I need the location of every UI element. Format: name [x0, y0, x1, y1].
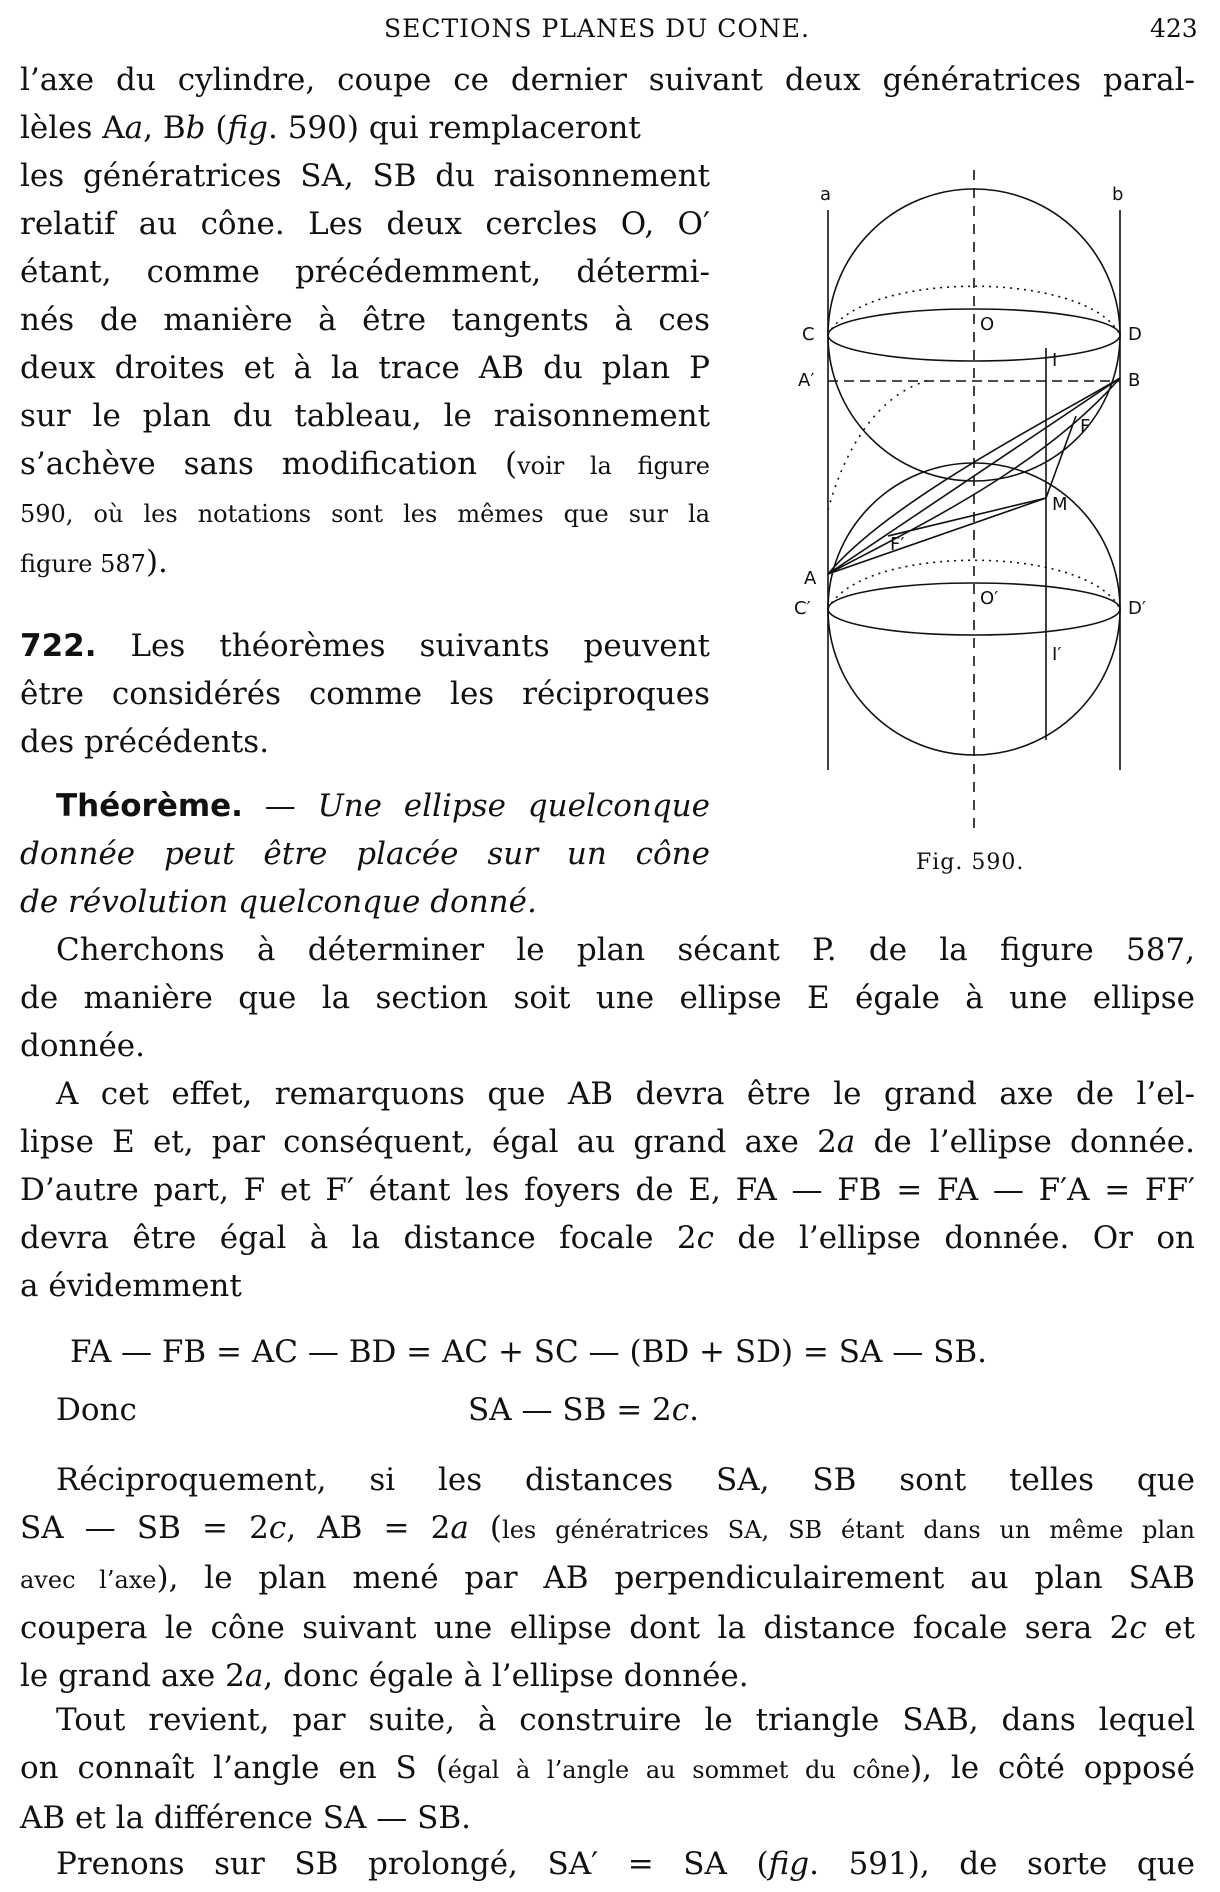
label-a: a	[820, 184, 832, 205]
figure-diagram	[790, 170, 1150, 830]
paragraph-cherchons	[20, 926, 1195, 1070]
paragraph-effet	[20, 1070, 1195, 1310]
label-Fp: F′	[890, 534, 905, 555]
page-number: 423	[1150, 14, 1198, 43]
text-line: le grand axe 2a, donc égale à l’ellipse donnée.	[20, 1658, 749, 1694]
label-Dp: D′	[1128, 598, 1146, 619]
text-line: relatif au cône. Les deux cercles O, O′	[20, 206, 710, 242]
text-line: Réciproquement, si les distances SA, SB sont telles que	[56, 1462, 1195, 1498]
label-Op: O′	[980, 588, 999, 609]
paragraph-cylinder	[20, 56, 1195, 104]
paragraph-prenons	[20, 1840, 1195, 1888]
figure-caption: Fig. 590.	[916, 850, 1025, 875]
text-line: AB et la différence SA — SB.	[20, 1800, 471, 1836]
label-b: b	[1112, 184, 1124, 205]
text-line: les génératrices SA, SB du raisonnement	[20, 158, 710, 194]
section-number: 722.	[20, 628, 97, 664]
text-line: donnée peut être placée sur un cône	[20, 836, 710, 872]
text-line: figure 587).	[20, 544, 168, 580]
label-D: D	[1128, 324, 1142, 345]
theorem	[20, 782, 710, 926]
line-F-M	[1046, 416, 1076, 498]
text-line: avec l’axe), le plan mené par AB perpendiculairement au plan SAB	[20, 1560, 1195, 1596]
paragraph-tout-revient	[20, 1696, 1195, 1842]
text-line: de manière que la section soit une ellipse E égale à une ellipse	[20, 980, 1195, 1016]
theorem-label: Théorème.	[56, 788, 243, 824]
text-line: 722. Les théorèmes suivants peuvent	[20, 628, 710, 664]
text-line: on connaît l’angle en S (égal à l’angle au sommet du cône), le côté opposé	[20, 1750, 1195, 1786]
label-O: O	[980, 314, 995, 335]
text-line: Tout revient, par suite, à construire le triangle SAB, dans lequel	[56, 1702, 1195, 1738]
text-line: s’achève sans modification (voir la figure	[20, 446, 710, 482]
text-line: SA — SB = 2c, AB = 2a (les génératrices SA, SB étant dans un même plan	[20, 1510, 1195, 1546]
text-line: donnée.	[20, 1028, 145, 1064]
equation-donc-label: Donc	[56, 1392, 137, 1428]
running-title: SECTIONS PLANES DU CONE.	[384, 14, 810, 43]
label-F: F	[1080, 416, 1091, 437]
text-line: lèles Aa, Bb (fig. 590) qui remplaceront	[20, 110, 641, 146]
text-line: deux droites et à la trace AB du plan P	[20, 350, 710, 386]
paragraph-722	[20, 622, 710, 766]
line-A-M	[828, 498, 1046, 574]
text-line: de révolution quelconque donné.	[20, 884, 537, 920]
label-Cp: C′	[794, 598, 811, 619]
paragraph-reciproquement	[20, 1456, 1195, 1700]
paragraph-cylinder-narrow	[20, 104, 710, 588]
text-line: nés de manière à être tangents à ces	[20, 302, 710, 338]
text-line: être considérés comme les réciproques	[20, 676, 710, 712]
text-line: 590, où les notations sont les mêmes que sur la	[20, 500, 710, 528]
text-line: Cherchons à déterminer le plan sécant P. de la figure 587,	[56, 932, 1195, 968]
label-C: C	[802, 324, 815, 345]
upper-dotted-arc	[828, 286, 1120, 335]
text-line: D’autre part, F et F′ étant les foyers de E, FA — FB = FA — F′A = FF′	[20, 1172, 1195, 1208]
label-A: A	[804, 568, 817, 589]
text-line: Prenons sur SB prolongé, SA′ = SA (fig. 591), de sorte que	[56, 1846, 1195, 1882]
label-Ip: I′	[1052, 644, 1062, 665]
label-M: M	[1052, 494, 1068, 515]
label-I: I	[1052, 350, 1058, 371]
text-line: Théorème. — Une ellipse quelconque	[56, 788, 710, 824]
text-line: l’axe du cylindre, coupe ce dernier suivant deux génératrices paral-	[20, 62, 1195, 98]
text-line: a évidemment	[20, 1268, 242, 1304]
text-line: A cet effet, remarquons que AB devra être le grand axe de l’el-	[56, 1076, 1195, 1112]
text-line: sur le plan du tableau, le raisonnement	[20, 398, 710, 434]
text-line: lipse E et, par conséquent, égal au grand axe 2a de l’ellipse donnée.	[20, 1124, 1195, 1160]
text-line: devra être égal à la distance focale 2c de l’ellipse donnée. Or on	[20, 1220, 1195, 1256]
figure-590	[790, 170, 1150, 830]
text-line: des précédents.	[20, 724, 270, 760]
text-line: étant, comme précédemment, détermi-	[20, 254, 710, 290]
text-line: coupera le cône suivant une ellipse dont la distance focale sera 2c et	[20, 1610, 1195, 1646]
label-B: B	[1128, 370, 1141, 391]
running-header	[0, 8, 1220, 48]
equation-donc: SA — SB = 2c.	[468, 1392, 699, 1428]
label-Ap: A′	[798, 370, 815, 391]
equation-main: FA — FB = AC — BD = AC + SC — (BD + SD) = SA — SB.	[70, 1334, 987, 1370]
